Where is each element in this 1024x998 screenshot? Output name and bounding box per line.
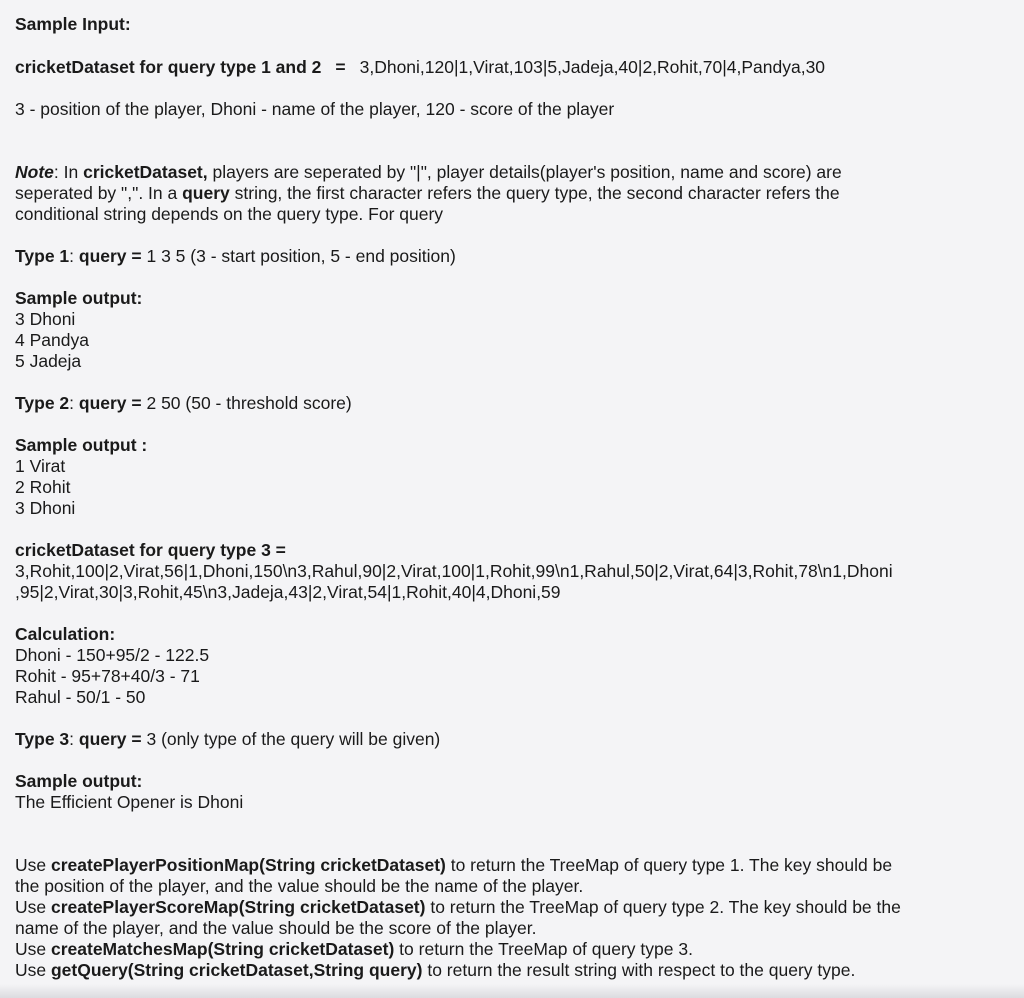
type1-output-heading: Sample output:: [15, 288, 143, 308]
method-line-2: Use createPlayerScoreMap(String cricketDataset) to return the TreeMap of query type 2. The key should be the: [15, 897, 901, 917]
type3-output-heading: Sample output:: [15, 771, 143, 791]
calculation-line: Rahul - 50/1 - 50: [15, 687, 146, 707]
type1-output-line: 4 Pandya: [15, 330, 89, 350]
dataset12-equals: =: [335, 57, 346, 77]
note-line-2: seperated by ",". In a query string, the first character refers the query type, the second character refers the: [15, 183, 840, 203]
type2-output-heading: Sample output :: [15, 435, 148, 455]
method-line-3: Use createMatchesMap(String cricketDataset) to return the TreeMap of query type 3.: [15, 939, 693, 959]
method-line-4: Use getQuery(String cricketDataset,String query) to return the result string with respect to the query type.: [15, 960, 856, 980]
dataset12-value: 3,Dhoni,120|1,Virat,103|5,Jadeja,40|2,Rohit,70|4,Pandya,30: [359, 57, 826, 77]
method-line-1-cont: the position of the player, and the value should be the name of the player.: [15, 876, 584, 896]
note-line-1: Note: In cricketDataset, players are seperated by "|", player details(player's position, name and score) are: [15, 162, 842, 182]
sample-input-heading: Sample Input:: [15, 14, 131, 34]
calculation-line: Rohit - 95+78+40/3 - 71: [15, 666, 200, 686]
method-line-1: Use createPlayerPositionMap(String cricketDataset) to return the TreeMap of query type 1. The key should be: [15, 855, 893, 875]
dataset12-label: cricketDataset for query type 1 and 2: [15, 57, 322, 77]
type1-query-line: Type 1: query = 1 3 5 (3 - start position, 5 - end position): [15, 246, 456, 266]
bottom-shadow: [0, 984, 1024, 998]
type3-dataset-line-2: ,95|2,Virat,30|3,Rohit,45\n3,Jadeja,43|2,Virat,54|1,Rohit,40|4,Dhoni,59: [15, 582, 561, 602]
type2-query-line: Type 2: query = 2 50 (50 - threshold score): [15, 393, 352, 413]
type2-output-line: 1 Virat: [15, 456, 66, 476]
dataset12-line: [15, 57, 825, 78]
note-line-3: conditional string depends on the query type. For query: [15, 204, 444, 224]
type1-output-line: 3 Dhoni: [15, 309, 76, 329]
type2-output-line: 3 Dhoni: [15, 498, 76, 518]
type3-query-line: Type 3: query = 3 (only type of the query will be given): [15, 729, 441, 749]
calculation-heading: Calculation:: [15, 624, 116, 644]
dataset-explanation: 3 - position of the player, Dhoni - name of the player, 120 - score of the player: [15, 99, 615, 119]
type2-output-line: 2 Rohit: [15, 477, 71, 497]
type3-output-line: The Efficient Opener is Dhoni: [15, 792, 244, 812]
type3-dataset-label: cricketDataset for query type 3 =: [15, 540, 286, 560]
calculation-line: Dhoni - 150+95/2 - 122.5: [15, 645, 210, 665]
method-line-2-cont: name of the player, and the value should be the score of the player.: [15, 918, 537, 938]
type3-dataset-line-1: 3,Rohit,100|2,Virat,56|1,Dhoni,150\n3,Rahul,90|2,Virat,100|1,Rohit,99\n1,Rahul,50|2,Virat,64|3,Rohit,78\n1,Dhoni: [15, 561, 893, 581]
type1-output-line: 5 Jadeja: [15, 351, 82, 371]
